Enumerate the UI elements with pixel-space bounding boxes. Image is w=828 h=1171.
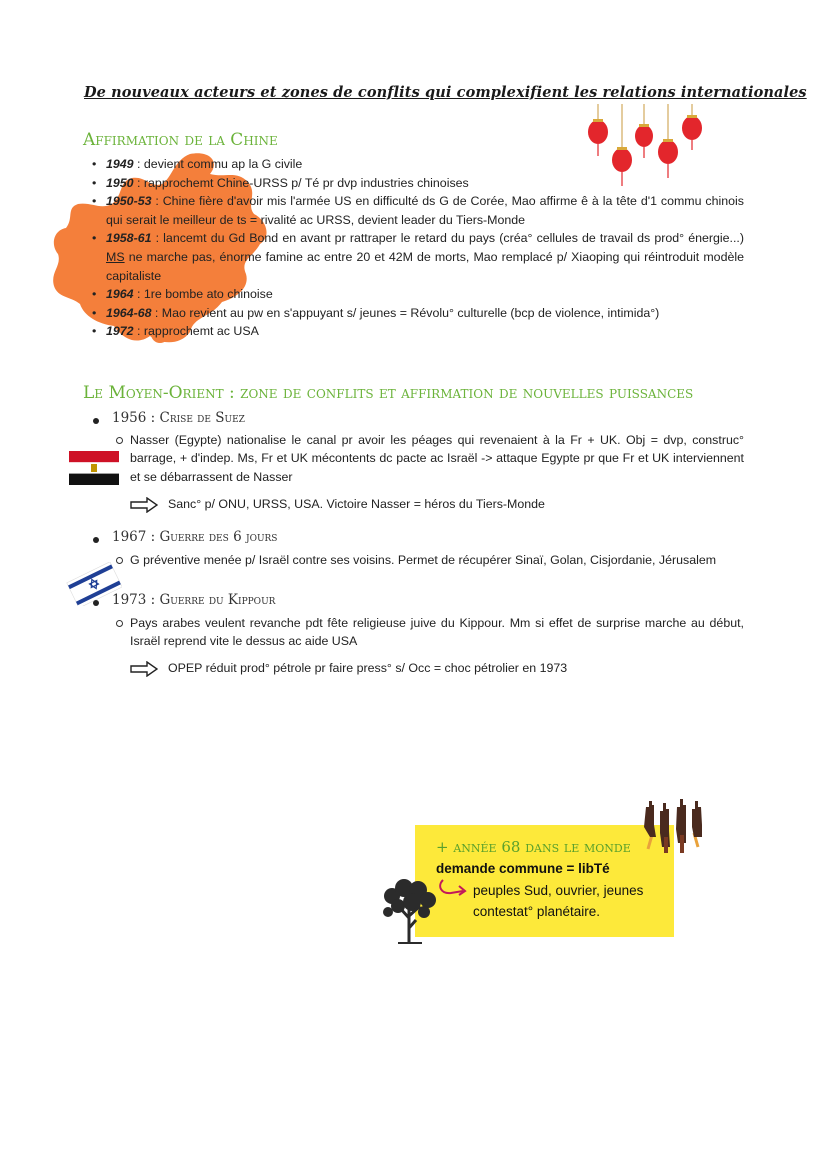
event-title-kippour: 1973 : Guerre du Kippour (112, 592, 276, 608)
event-detail-six-days: G préventive menée p/ Israël contre ses voisins. Permet de récupérer Sinaï, Golan, Cisjordanie, Jérusalem (130, 553, 717, 567)
page-title: De nouveaux acteurs et zones de conflits qui complexifient les relations internationales (84, 84, 807, 101)
event-detail-kippour: Pays arabes veulent revanche pdt fête religieuse juive du Kippour. Mm si effet de surprise marche au début, Israël reprend vite le dessus ac aide USA (130, 616, 744, 649)
china-timeline (92, 155, 744, 341)
event-detail-suez: Nasser (Egypte) nationalise le canal pr avoir les péages qui revenaient à la Fr + UK. Obj = dvp, construc° barrage, + d'indep. Ms, Fr et UK mécontents dc pacte ac Israël -> attaque Egypte pr que Fr et UK interviennent et se débarrassent de Nasser (130, 433, 744, 484)
list-item: • 1958-61 : lancemt du Gd Bond en avant pr rattraper le retard du pays (créa° cellules de travail ds prod° énergie...) MS ne marche pas, énorme famine ac entre 20 et 42M de morts, Mao remplacé p/ Xiaoping qui réintroduit modèle capitaliste (92, 229, 744, 285)
year-68-line1: demande commune = libTé (436, 861, 610, 876)
list-item: • 1964 : 1re bombe ato chinoise (92, 285, 744, 304)
year-68-text: peuples Sud, ouvrier, jeunes contestat° planétaire. (473, 883, 644, 919)
china-heading: Affirmation de la Chine (83, 130, 278, 150)
sub-bullet-icon (116, 620, 123, 627)
sub-bullet-icon (116, 557, 123, 564)
event-consequence-kippour: OPEP réduit prod° pétrole pr faire press° s/ Occ = choc pétrolier en 1973 (168, 661, 568, 675)
middle-east-heading: Le Moyen-Orient : zone de conflits et affirmation de nouvelles puissances (83, 383, 694, 403)
raised-hands-illustration (640, 797, 706, 857)
list-item: • 1972 : rapprochemt ac USA (92, 322, 744, 341)
event-title-six-days: 1967 : Guerre des 6 jours (112, 529, 278, 545)
list-item: • 1964-68 : Mao revient au pw en s'appuyant s/ jeunes = Révolu° culturelle (bcp de violence, intimida°) (92, 304, 744, 323)
bullet-icon (93, 418, 99, 424)
event-title-suez: 1956 : Crise de Suez (112, 410, 245, 426)
list-item: • 1949 : devient commu ap la G civile (92, 155, 744, 174)
event-consequence-suez: Sanc° p/ ONU, URSS, USA. Victoire Nasser = héros du Tiers-Monde (168, 497, 545, 511)
tree-illustration (378, 878, 440, 946)
bullet-icon (93, 600, 99, 606)
bullet-icon (93, 537, 99, 543)
list-item: • 1950-53 : Chine fière d'avoir mis l'armée US en difficulté ds G de Corée, Mao affirme ê à la tête d'1 commu chinois qui serait le meilleur de ts = rivalité ac URSS, devient leader du Tiers-Monde (92, 192, 744, 229)
egypt-flag-icon (69, 451, 119, 485)
year-68-heading: + année 68 dans le monde (436, 838, 631, 856)
arrow-right-icon (130, 661, 158, 677)
list-item: • 1950 : rapprochemt Chine-URSS p/ Té pr dvp industries chinoises (92, 174, 744, 193)
curved-arrow-icon (437, 878, 469, 898)
arrow-right-icon (130, 497, 158, 513)
sub-bullet-icon (116, 437, 123, 444)
